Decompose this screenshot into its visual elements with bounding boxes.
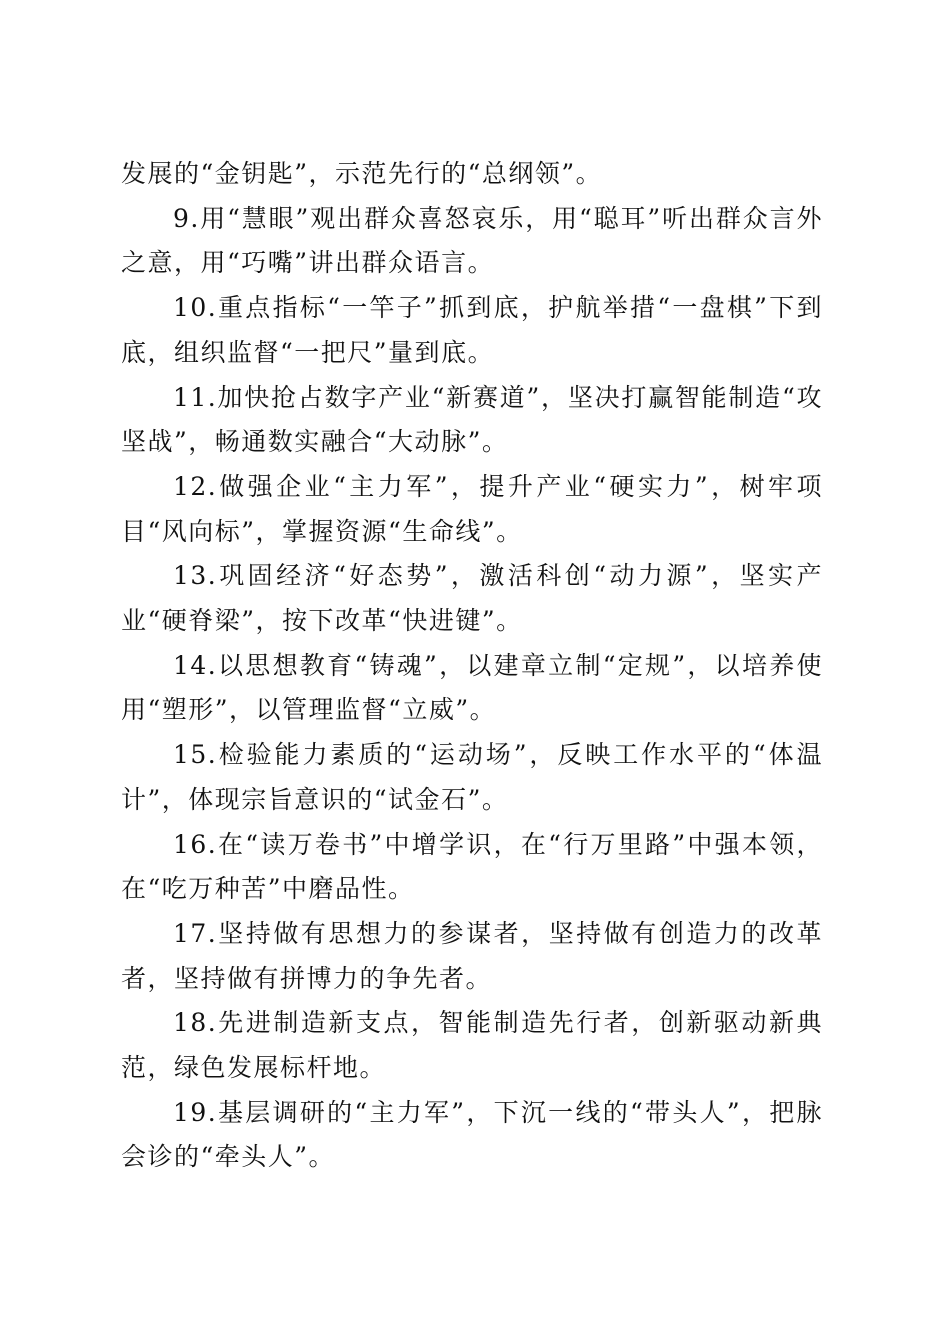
paragraph-item-14: 14.以思想教育“铸魂”，以建章立制“定规”，以培养使用“塑形”，以管理监督“立威”。 <box>121 650 823 725</box>
paragraph-item-19: 19.基层调研的“主力军”，下沉一线的“带头人”，把脉会诊的“牵头人”。 <box>121 1097 823 1172</box>
paragraph-continuation: 发展的“金钥匙”，示范先行的“总纲领”。 <box>121 159 603 188</box>
paragraph-item-15: 15.检验能力素质的“运动场”，反映工作水平的“体温计”，体现宗旨意识的“试金石”。 <box>121 740 823 814</box>
paragraph-item-18: 18.先进制造新支点，智能制造先行者，创新驱动新典范，绿色发展标杆地。 <box>121 1008 823 1083</box>
paragraph-item-11: 11.加快抢占数字产业“新赛道”，坚决打赢智能制造“攻坚战”，畅通数实融合“大动脉”。 <box>121 382 823 457</box>
paragraph-item-12: 12.做强企业“主力军”，提升产业“硬实力”，树牢项目“风向标”，掌握资源“生命线”。 <box>121 471 823 546</box>
paragraph-item-13: 13.巩固经济“好态势”，激活科创“动力源”，坚实产业“硬脊梁”，按下改革“快进键”。 <box>121 561 823 636</box>
paragraph-item-10: 10.重点指标“一竿子”抓到底，护航举措“一盘棋”下到底，组织监督“一把尺”量到底。 <box>121 293 823 367</box>
paragraph-item-9: 9.用“慧眼”观出群众喜怒哀乐，用“聪耳”听出群众言外之意，用“巧嘴”讲出群众语言。 <box>121 203 823 278</box>
paragraph-item-16: 16.在“读万卷书”中增学识，在“行万里路”中强本领，在“吃万种苦”中磨品性。 <box>121 829 823 904</box>
document-body <box>121 152 823 1180</box>
paragraph-item-17: 17.坚持做有思想力的参谋者，坚持做有创造力的改革者，坚持做有拼博力的争先者。 <box>121 918 823 993</box>
